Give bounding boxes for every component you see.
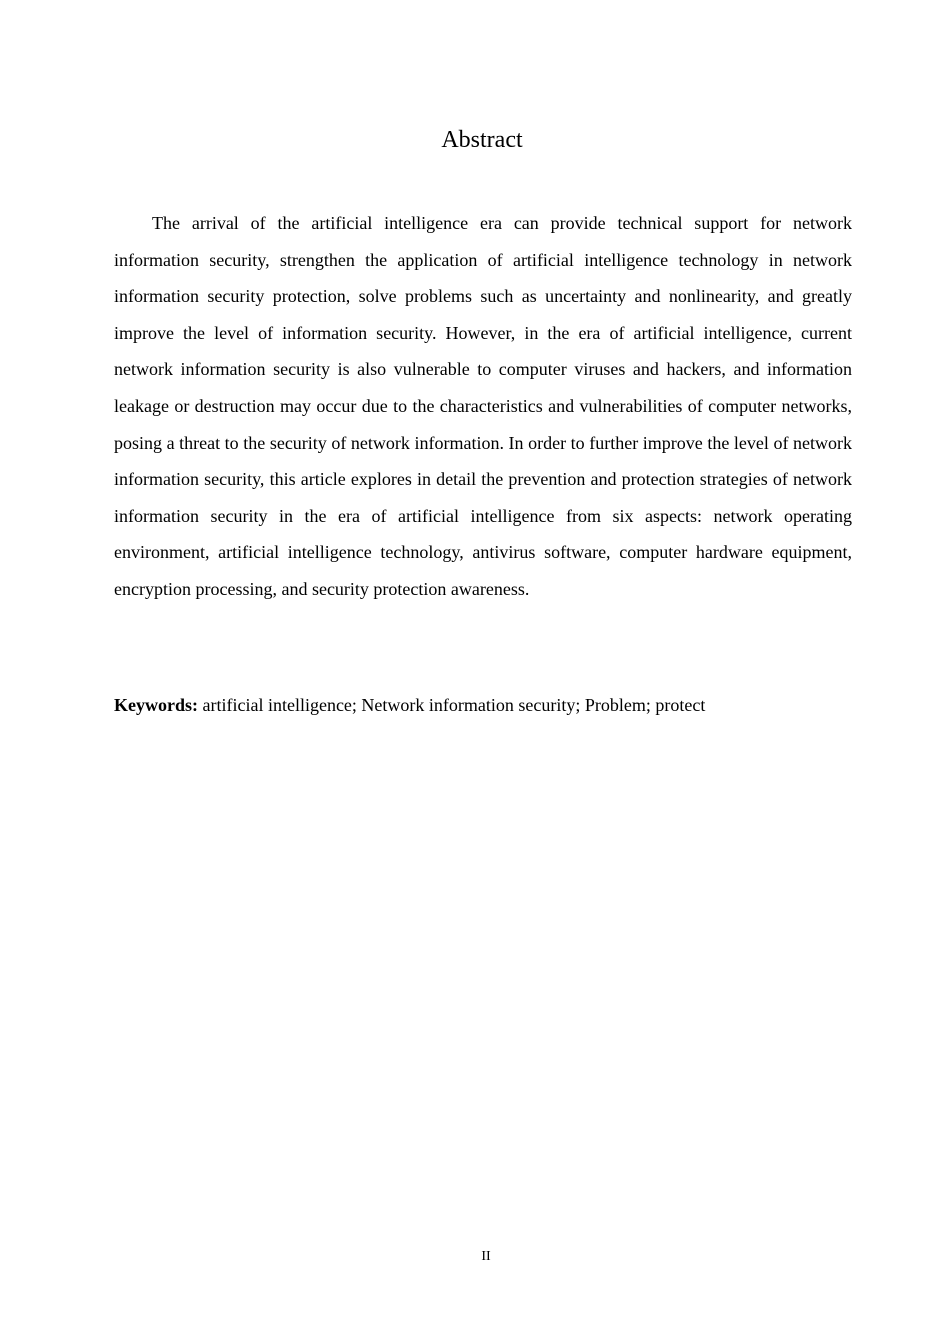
abstract-paragraph: The arrival of the artificial intelligence era can provide technical support for network information security, strengthen the application of artificial intelligence technology in network information security protection, solve problems such as uncertainty and nonlinearity, and greatly improve the level of information security. However, in the era of artificial intelligence, current network information security is also vulnerable to computer viruses and hackers, and information leakage or destruction may occur due to the characteristics and vulnerabilities of computer networks, posing a threat to the security of network information. In order to further improve the level of network information security, this article explores in detail the prevention and protection strategies of network information security in the era of artificial intelligence from six aspects: network operating environment, artificial intelligence technology, antivirus software, computer hardware equipment, encryption processing, and security protection awareness. [114, 213, 852, 599]
page-title: Abstract [441, 127, 523, 153]
page-number: II [481, 1249, 491, 1264]
keywords-text: artificial intelligence; Network information security; Problem; protect [198, 695, 706, 715]
keywords-line [114, 687, 852, 723]
keywords-label: Keywords: [114, 695, 198, 715]
